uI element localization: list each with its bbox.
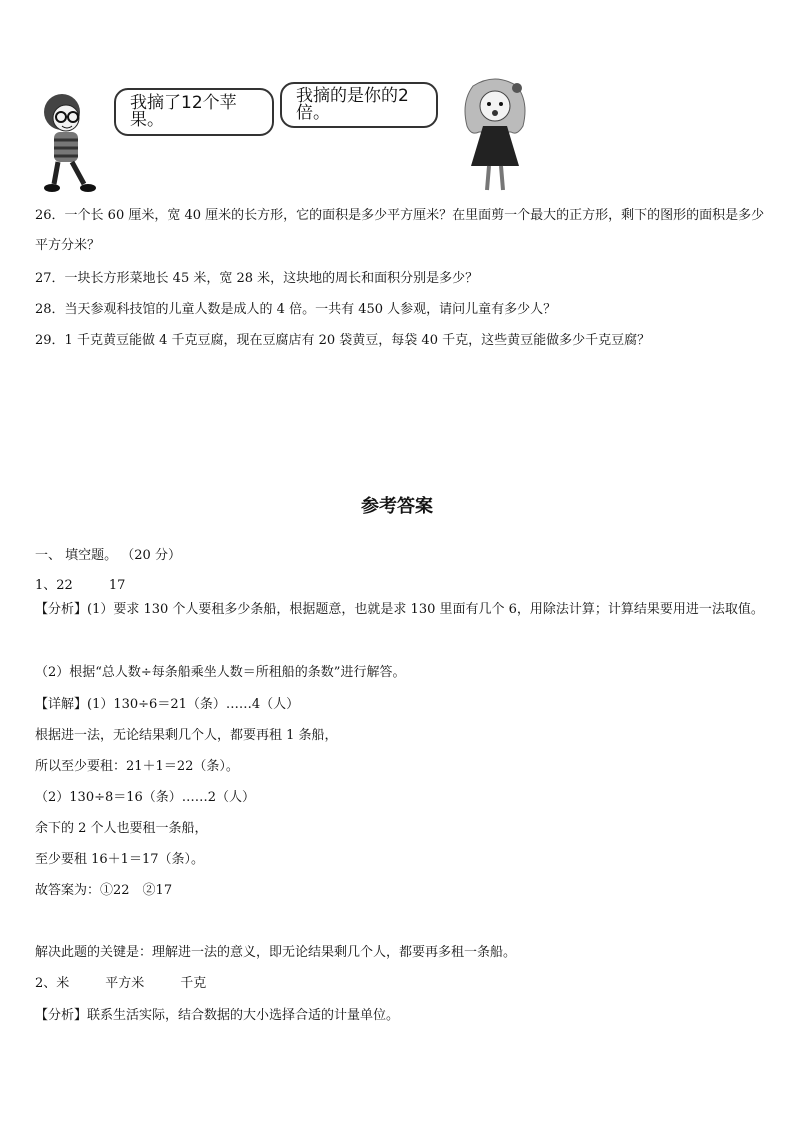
answer-2-line: [35, 969, 765, 999]
answer-1-b: 17: [108, 578, 126, 593]
answer-2-c: 千克: [180, 976, 207, 991]
answer-2-b: 平方米: [105, 976, 145, 991]
speech-bubble-right: [280, 82, 438, 128]
question-26: 26．一个长 60 厘米，宽 40 厘米的长方形，它的面积是多少平方厘米？在里面剪一个最大的正方形，剩下的图形的面积是多少平方分米？: [35, 208, 765, 253]
answer-1-a: 1、22: [35, 578, 73, 593]
question-27: 27．一块长方形菜地长 45 米，宽 28 米，这块地的周长和面积分别是多少？: [35, 271, 479, 286]
answer-1-detail-4: （2）130÷8＝16（条）……2（人）: [35, 790, 256, 805]
question-29: 29．1 千克黄豆能做 4 千克豆腐，现在豆腐店有 20 袋黄豆，每袋 40 千克，这些黄豆能做多少千克豆腐？: [35, 333, 651, 348]
answer-2-a: 2、米: [35, 976, 70, 991]
answer-2-analysis: 【分析】联系生活实际，结合数据的大小选择合适的计量单位。: [35, 1008, 400, 1023]
boy-with-glasses-illustration: [36, 84, 116, 196]
illustration: [30, 72, 550, 197]
answer-1-detail-2: 根据进一法，无论结果剩几个人，都要再租 1 条船，: [35, 728, 338, 743]
girl-illustration: [445, 76, 545, 196]
bubble-left-text: 我摘了12个苹果。: [130, 93, 237, 130]
answer-section-heading: 一、 填空题。 （20 分）: [35, 548, 181, 563]
answer-1-final: 故答案为：①22 ②17: [35, 883, 173, 898]
question-28: 28．当天参观科技馆的儿童人数是成人的 4 倍。一共有 450 人参观，请问儿童有多少人？: [35, 302, 557, 317]
answer-1-detail-5: 余下的 2 个人也要租一条船，: [35, 821, 208, 836]
answer-1-key-point: 解决此题的关键是：理解进一法的意义，即无论结果剩几个人，都要再多租一条船。: [35, 945, 517, 960]
answer-section-title: 参考答案: [361, 496, 433, 517]
answer-1-detail-3: 所以至少要租：21＋1＝22（条）。: [35, 759, 239, 774]
speech-bubble-left: [114, 88, 274, 136]
answer-1-analysis: 【分析】(1）要求 130 个人要租多少条船，根据题意，也就是求 130 里面有几个 6，用除法计算；计算结果要用进一法取值。: [35, 602, 764, 617]
bubble-right-text: 我摘的是你的2倍。: [296, 86, 409, 123]
answer-1-analysis-2: （2）根据“总人数÷每条船乘坐人数＝所租船的条数”进行解答。: [35, 665, 406, 680]
answer-1-detail-1: 【详解】(1）130÷6＝21（条）……4（人）: [35, 697, 300, 712]
answer-1-detail-6: 至少要租 16＋1＝17（条）。: [35, 852, 204, 867]
